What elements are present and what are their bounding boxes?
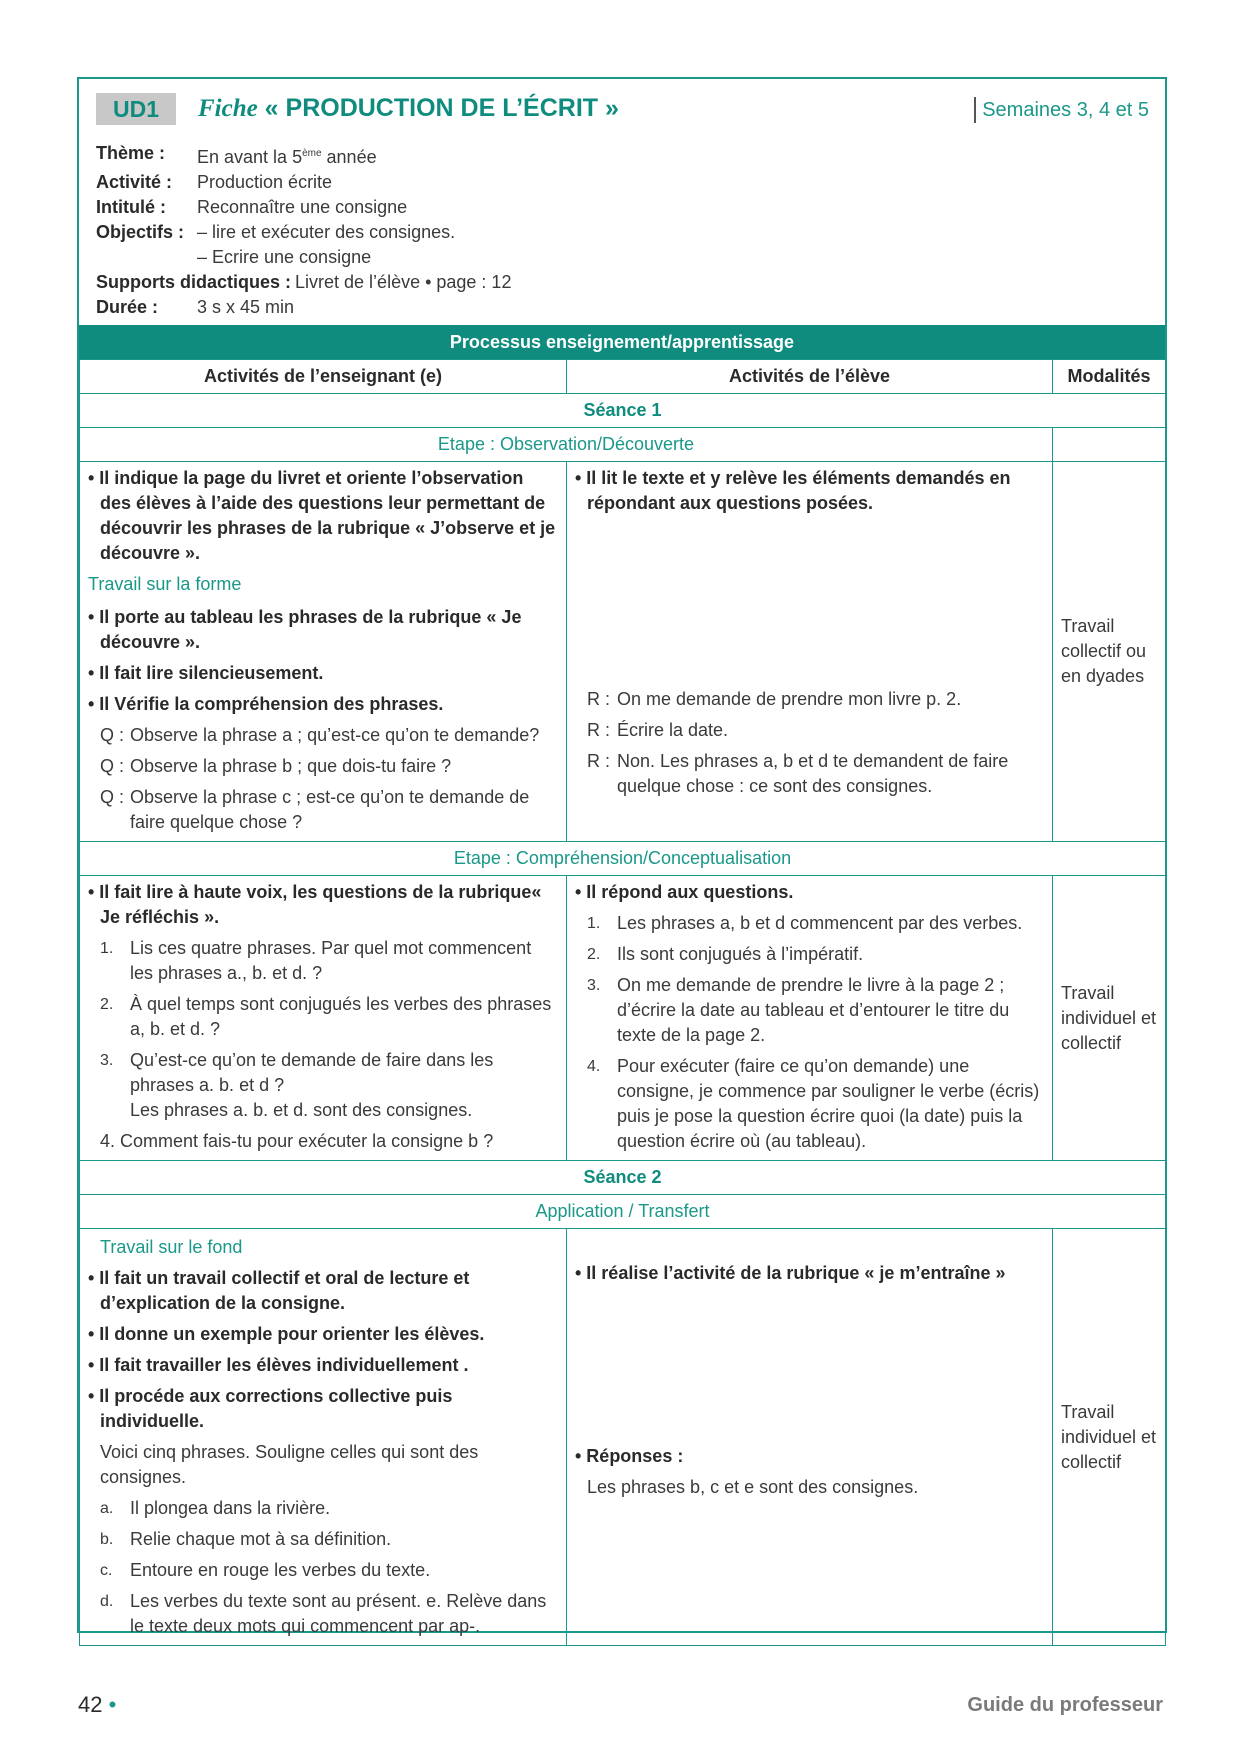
supports-value: Livret de l’élève • page : 12 <box>295 272 512 292</box>
student-cell: • Il réalise l’activité de la rubrique « je m’entraîne » • Réponses : Les phrases b, c et e sont des consignes. <box>567 1229 1053 1646</box>
student-cell: • Il répond aux questions. 1. Les phrases a, b et d commencent par des verbes. 2. Ils sont conjugués à l’impératif. 3. On me demande de prendre le livre à la page 2 ; d’écrire la date au tableau et d’entourer le titre du texte de la page 2. 4. Pour exécuter (faire ce qu’on demande) une consigne, je commence par souligner le verbe (écris) puis je pose la question écrire quoi (la date) puis la question écrire où (au tableau). <box>567 876 1053 1161</box>
teacher-cell: • Il fait lire à haute voix, les questions de la rubrique« Je réfléchis ». 1. Lis ces quatre phrases. Par quel mot commencent les phrases a., b. et d. ? 2. À quel temps sont conjugués les verbes des phrases a, b. et d. ? 3. Qu’est-ce qu’on te demande de faire dans les phrases a. b. et d ? Les phrases a. b. et d. sont des consignes. 4. Comment fais-tu pour exécuter la consigne b ? <box>80 876 567 1161</box>
subheading-fond: Travail sur le fond <box>100 1237 243 1257</box>
table-row <box>80 876 1166 1161</box>
teacher-cell: • Il indique la page du livret et oriente l’observation des élèves à l’aide des questions leur permettant de découvrir les phrases de la rubrique « J’observe et je découvre ». Travail sur la forme • Il porte au tableau les phrases de la rubrique « Je découvre ». • Il fait lire silencieusement. • Il Vérifie la compréhension des phrases. Q : Observe la phrase a ; qu’est-ce qu’on te demande? Q : Observe la phrase b ; que dois-tu faire ? Q : Observe la phrase c ; est-ce qu’on te demande de faire quelque chose ? <box>80 462 567 842</box>
footer-title: Guide du professeur <box>967 1694 1163 1716</box>
duree-value: 3 s x 45 min <box>197 297 295 317</box>
process-band: Processus enseignement/apprentissage <box>79 325 1165 359</box>
mode-cell: Travail individuel et collectif <box>1053 1229 1166 1646</box>
teacher-cell: Travail sur le fond • Il fait un travail collectif et oral de lecture et d’explication de la consigne. • Il donne un exemple pour orienter les élèves. • Il fait travailler les élèves individuellement . • Il procéde aux corrections collective puis individuelle. Voici cinq phrases. Souligne celles qui sont des consignes. a. Il plongea dans la rivière. b. Relie chaque mot à sa définition. c. Entoure en rouge les verbes du texte. d. Les verbes du texte sont au présent. e. Relève dans le texte deux mots qui commencent par ap-. <box>80 1229 567 1646</box>
weeks-label: Semaines 3, 4 et 5 <box>974 97 1149 123</box>
activities-table <box>79 359 1166 1646</box>
supports-label: Supports didactiques : <box>96 272 292 292</box>
mode-column-header: Modalités <box>1053 360 1166 394</box>
objectif-1: – lire et exécuter des consignes. <box>197 222 456 242</box>
activite-label: Activité : <box>96 172 173 192</box>
theme-value: En avant la 5ème année <box>197 147 377 167</box>
worksheet-frame <box>77 77 1167 1636</box>
student-column-header: Activités de l’élève <box>567 360 1053 394</box>
table-row <box>80 1229 1166 1646</box>
meta-info <box>96 141 511 320</box>
duree-label: Durée : <box>96 297 159 317</box>
unit-badge: UD1 <box>96 93 176 125</box>
column-headers <box>80 360 1166 394</box>
etape-comprehension: Etape : Compréhension/Conceptualisation <box>80 842 1166 876</box>
subheading-forme: Travail sur la forme <box>88 574 242 594</box>
activite-value: Production écrite <box>197 172 333 192</box>
seance-2-title: Séance 2 <box>80 1161 1166 1195</box>
table-row <box>80 462 1166 842</box>
mode-cell: Travail individuel et collectif <box>1053 876 1166 1161</box>
page-title <box>198 91 619 126</box>
theme-label: Thème : <box>96 143 166 163</box>
intitule-value: Reconnaître une consigne <box>197 197 408 217</box>
fiche-word: Fiche <box>198 95 258 122</box>
objectifs-label: Objectifs : <box>96 222 185 242</box>
intitule-label: Intitulé : <box>96 197 166 217</box>
seance-1-title: Séance 1 <box>80 394 1166 428</box>
fiche-title: « PRODUCTION DE L’ÉCRIT » <box>264 94 619 122</box>
objectif-2: – Ecrire une consigne <box>197 247 372 267</box>
page-number: 42 • <box>78 1692 117 1717</box>
mode-cell: Travail collectif ou en dyades <box>1053 462 1166 842</box>
teacher-column-header: Activités de l’enseignant (e) <box>80 360 567 394</box>
etape-observation: Etape : Observation/Découverte <box>80 428 1053 462</box>
etape-application: Application / Transfert <box>80 1195 1166 1229</box>
header-block <box>79 79 1165 325</box>
student-cell: • Il lit le texte et y relève les éléments demandés en répondant aux questions posées. R : On me demande de prendre mon livre p. 2. R : Écrire la date. R : Non. Les phrases a, b et d te demandent de faire quelque chose : ce sont des consignes. <box>567 462 1053 842</box>
